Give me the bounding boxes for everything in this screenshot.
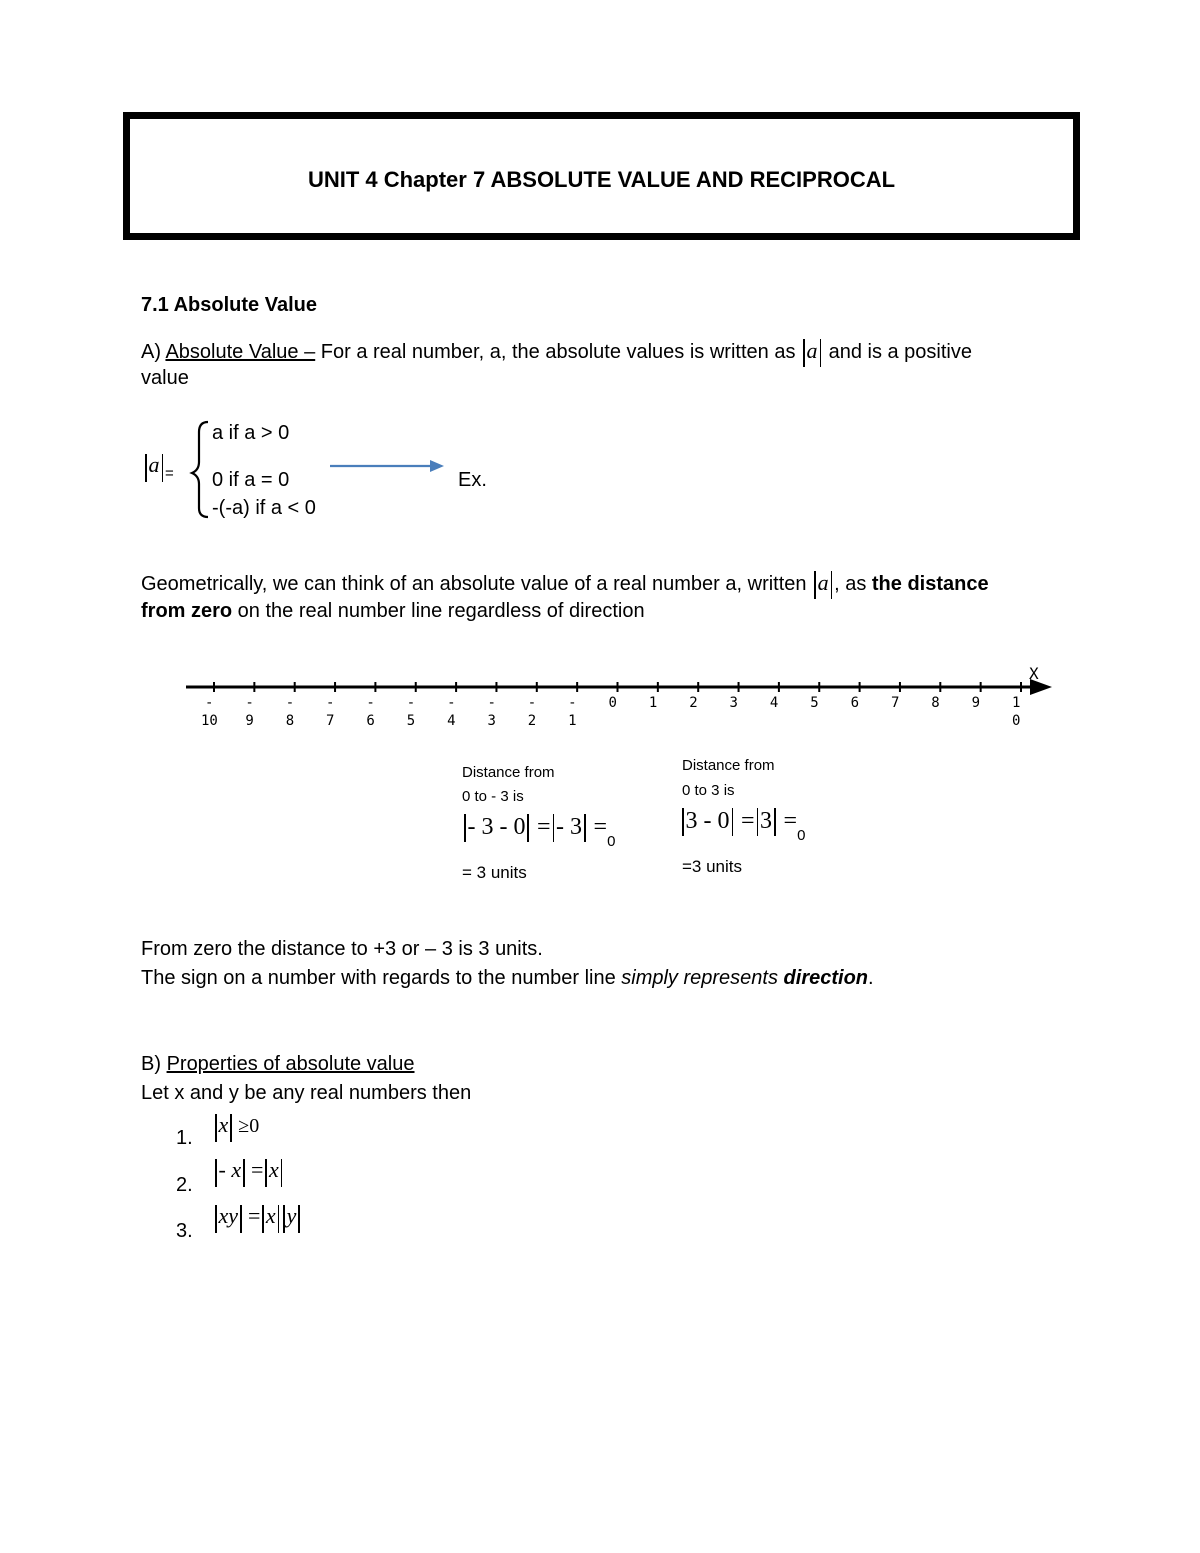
- property-3-rhs-1: x: [265, 1203, 276, 1228]
- distance-right-expr: 3 - 0: [685, 808, 730, 834]
- property-1-lhs: x: [218, 1112, 229, 1137]
- distance-left-line-1: Distance from: [462, 764, 555, 781]
- properties-prefix: B): [141, 1053, 167, 1075]
- axis-label: X: [1029, 664, 1039, 683]
- geometric-bold-2: from zero: [141, 600, 233, 622]
- tick-label-sign: -: [406, 695, 416, 711]
- definition-prefix: A): [141, 341, 166, 363]
- property-3-rhs-2: y: [286, 1203, 297, 1228]
- tick-label: 3: [729, 695, 738, 711]
- geometric-text-2: , as: [834, 573, 872, 595]
- summary-italic: simply represents: [621, 967, 778, 989]
- tick-label: 7: [890, 695, 900, 711]
- abs-a-symbol: a: [806, 338, 818, 363]
- tick-label: 5: [406, 713, 416, 729]
- tick-label-sign: -: [366, 695, 375, 711]
- tick-label: 2: [689, 695, 698, 711]
- tick-label-sign: -: [568, 695, 577, 711]
- piecewise-brace: [192, 422, 208, 517]
- distance-right-line-2: 0 to 3 is: [682, 782, 735, 799]
- tick-label: 9: [245, 713, 254, 729]
- tick-label: 10: [201, 713, 218, 729]
- distance-left-eq-2: =: [593, 814, 608, 840]
- geometric-symbol: a: [817, 570, 829, 595]
- tick-label-sign: -: [245, 695, 254, 711]
- distance-left-eq: =: [536, 814, 551, 840]
- property-3-eq: =: [247, 1203, 261, 1228]
- piecewise-case-1: a if a > 0: [212, 422, 290, 444]
- tick-label: 5: [810, 695, 819, 711]
- geometric-text-1: Geometrically, we can think of an absolute value of a real number a, written: [141, 573, 813, 595]
- tick-label: 8: [285, 713, 295, 729]
- tick-label-sign: -: [487, 695, 496, 711]
- property-1: [213, 1112, 259, 1142]
- tick-label: 1: [568, 713, 577, 729]
- tick-label-sign: -: [527, 695, 537, 711]
- distance-right-sub: 0: [797, 827, 806, 844]
- distance-left-result: = 3 units: [462, 863, 527, 882]
- number-line-ticks: [214, 682, 1021, 692]
- tick-label-sign: -: [285, 695, 295, 711]
- property-3: [213, 1203, 302, 1233]
- tick-label: 6: [850, 695, 860, 711]
- definition-text-2: and is a positive: [823, 341, 972, 363]
- definition-term: Absolute Value –: [165, 341, 316, 363]
- property-2-number: 2.: [176, 1174, 193, 1196]
- tick-label: 1: [1012, 695, 1021, 711]
- piecewise-case-2: 0 if a = 0: [212, 469, 290, 491]
- property-2: [213, 1157, 284, 1187]
- distance-right-line-1: Distance from: [682, 757, 775, 774]
- property-1-rhs: ≥0: [238, 1115, 260, 1137]
- distance-left-expr-2: - 3: [556, 814, 583, 840]
- geometric-bold-1: the distance: [871, 573, 989, 595]
- property-3-number: 3.: [176, 1220, 193, 1242]
- property-1-number: 1.: [176, 1127, 193, 1149]
- summary-line-1: From zero the distance to +3 or – 3 is 3 units.: [141, 938, 543, 960]
- distance-right-expr-2: 3: [760, 808, 773, 834]
- tick-label: 1: [648, 695, 658, 711]
- summary-line-2: [141, 967, 874, 990]
- property-2-lhs: - x: [218, 1157, 242, 1182]
- property-3-lhs: xy: [218, 1203, 239, 1228]
- tick-label: 0: [1012, 713, 1021, 729]
- distance-right-eq: =: [741, 808, 755, 834]
- example-label: Ex.: [458, 469, 487, 491]
- summary-bold-italic: direction: [783, 967, 868, 989]
- tick-label: 4: [447, 713, 456, 729]
- summary-period: .: [868, 967, 874, 989]
- distance-right-eq-2: =: [783, 808, 798, 834]
- tick-label-sign: -: [447, 695, 456, 711]
- tick-label-sign: -: [326, 695, 335, 711]
- piecewise-equals: =: [165, 465, 174, 482]
- geometric-text-3: on the real number line regardless of direction: [232, 600, 645, 622]
- distance-left-line-2: 0 to - 3 is: [462, 788, 524, 805]
- distance-right-result: =3 units: [682, 857, 743, 876]
- properties-intro: Let x and y be any real numbers then: [141, 1082, 472, 1104]
- tick-label: 9: [971, 695, 981, 711]
- properties-heading-line: [141, 1053, 415, 1076]
- example-arrow-head: [430, 460, 444, 472]
- tick-label: 6: [366, 713, 375, 729]
- tick-label: 4: [769, 695, 779, 711]
- definition-text-3: value: [141, 367, 189, 389]
- properties-heading: Properties of absolute value: [166, 1053, 415, 1075]
- tick-label-sign: -: [205, 695, 214, 711]
- section-heading: 7.1 Absolute Value: [141, 294, 317, 316]
- summary-text-a: The sign on a number with regards to the number line: [141, 967, 622, 989]
- tick-label: 7: [326, 713, 335, 729]
- property-2-eq: =: [251, 1157, 264, 1182]
- tick-label: 3: [487, 713, 496, 729]
- distance-left-sub: 0: [607, 833, 616, 850]
- definition-text: For a real number, a, the absolute values is written as: [315, 341, 802, 363]
- distance-right-expression: [680, 808, 806, 844]
- tick-label: 0: [608, 695, 617, 711]
- page-title: UNIT 4 Chapter 7 ABSOLUTE VALUE AND RECIPROCAL: [307, 167, 896, 192]
- tick-label: 2: [527, 713, 537, 729]
- distance-left-expression: [462, 814, 616, 850]
- piecewise-case-3: -(-a) if a < 0: [212, 497, 316, 519]
- tick-label: 8: [931, 695, 940, 711]
- piecewise-symbol: a: [148, 452, 160, 477]
- distance-left-expr: - 3 - 0: [467, 814, 526, 840]
- property-2-rhs: x: [268, 1157, 279, 1182]
